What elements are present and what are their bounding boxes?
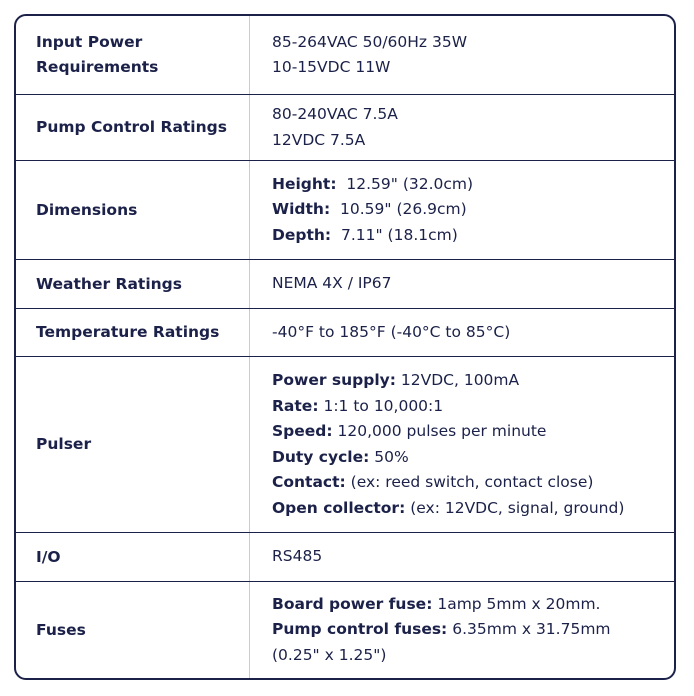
spec-line (272, 30, 664, 56)
spec-value: RS485 (272, 547, 323, 566)
spec-key: Board power fuse: (272, 594, 433, 613)
spec-line (272, 271, 664, 297)
spec-value: (0.25" x 1.25") (272, 645, 387, 664)
spec-values (250, 533, 674, 581)
spec-key: Pump control fuses: (272, 620, 448, 639)
spec-line (272, 470, 664, 496)
spec-key: Contact: (272, 473, 346, 491)
spec-label: Pump Control Ratings (16, 95, 250, 160)
spec-values (250, 161, 674, 259)
spec-values (250, 582, 674, 678)
spec-line (272, 643, 664, 669)
spec-value: 12VDC 7.5A (272, 130, 366, 149)
spec-row-pump-control (16, 95, 674, 161)
spec-value: 120,000 pulses per minute (337, 422, 547, 440)
spec-value: 7.11" (18.1cm) (340, 225, 458, 244)
spec-key: Height: (272, 174, 337, 193)
spec-key: Power supply: (272, 371, 396, 389)
spec-label: Dimensions (16, 161, 250, 259)
spec-value: 10.59" (26.9cm) (340, 200, 467, 219)
spec-line (272, 368, 664, 394)
spec-line (272, 223, 664, 249)
spec-line (272, 496, 664, 522)
spec-line (272, 592, 664, 618)
spec-table (14, 14, 676, 680)
spec-row-fuses (16, 582, 674, 678)
spec-values (250, 260, 674, 308)
spec-value: 10-15VDC 11W (272, 58, 391, 76)
spec-key: Speed: (272, 422, 333, 440)
spec-line (272, 55, 664, 81)
spec-line (272, 445, 664, 471)
spec-line (272, 128, 664, 154)
spec-value: 12.59" (32.0cm) (346, 174, 474, 193)
spec-key: Width: (272, 200, 331, 219)
spec-row-weather (16, 260, 674, 309)
spec-value: (ex: reed switch, contact close) (350, 473, 594, 491)
spec-values (250, 16, 674, 94)
spec-line (272, 617, 664, 643)
spec-value: 12VDC, 100mA (400, 371, 520, 389)
spec-value: 50% (374, 447, 409, 466)
spec-label: Input Power Requirements (16, 16, 250, 94)
spec-line (272, 419, 664, 445)
spec-label: Temperature Ratings (16, 309, 250, 356)
spec-line (272, 172, 664, 198)
spec-label: Weather Ratings (16, 260, 250, 308)
spec-row-io (16, 533, 674, 582)
spec-row-dimensions (16, 161, 674, 260)
spec-value: (ex: 12VDC, signal, ground) (410, 498, 625, 517)
spec-row-input-power (16, 16, 674, 95)
spec-value: 85-264VAC 50/60Hz 35W (272, 32, 468, 51)
spec-value: NEMA 4X / IP67 (272, 274, 392, 293)
spec-line (272, 197, 664, 223)
spec-key: Open collector: (272, 498, 406, 517)
spec-key: Rate: (272, 396, 319, 415)
spec-value: 80-240VAC 7.5A (272, 105, 398, 123)
spec-key: Depth: (272, 225, 332, 244)
spec-label: Fuses (16, 582, 250, 678)
spec-row-temperature (16, 309, 674, 357)
spec-line (272, 320, 664, 346)
spec-values (250, 357, 674, 532)
spec-values (250, 95, 674, 160)
spec-value: 1:1 to 10,000:1 (323, 396, 444, 415)
spec-line (272, 102, 664, 128)
spec-value: 6.35mm x 31.75mm (452, 620, 611, 639)
spec-row-pulser (16, 357, 674, 533)
spec-line (272, 544, 664, 570)
spec-value: 1amp 5mm x 20mm. (437, 594, 601, 613)
spec-label: I/O (16, 533, 250, 581)
spec-key: Duty cycle: (272, 447, 370, 466)
spec-line (272, 394, 664, 420)
spec-label: Pulser (16, 357, 250, 532)
spec-values (250, 309, 674, 356)
spec-value: -40°F to 185°F (-40°C to 85°C) (272, 322, 511, 341)
